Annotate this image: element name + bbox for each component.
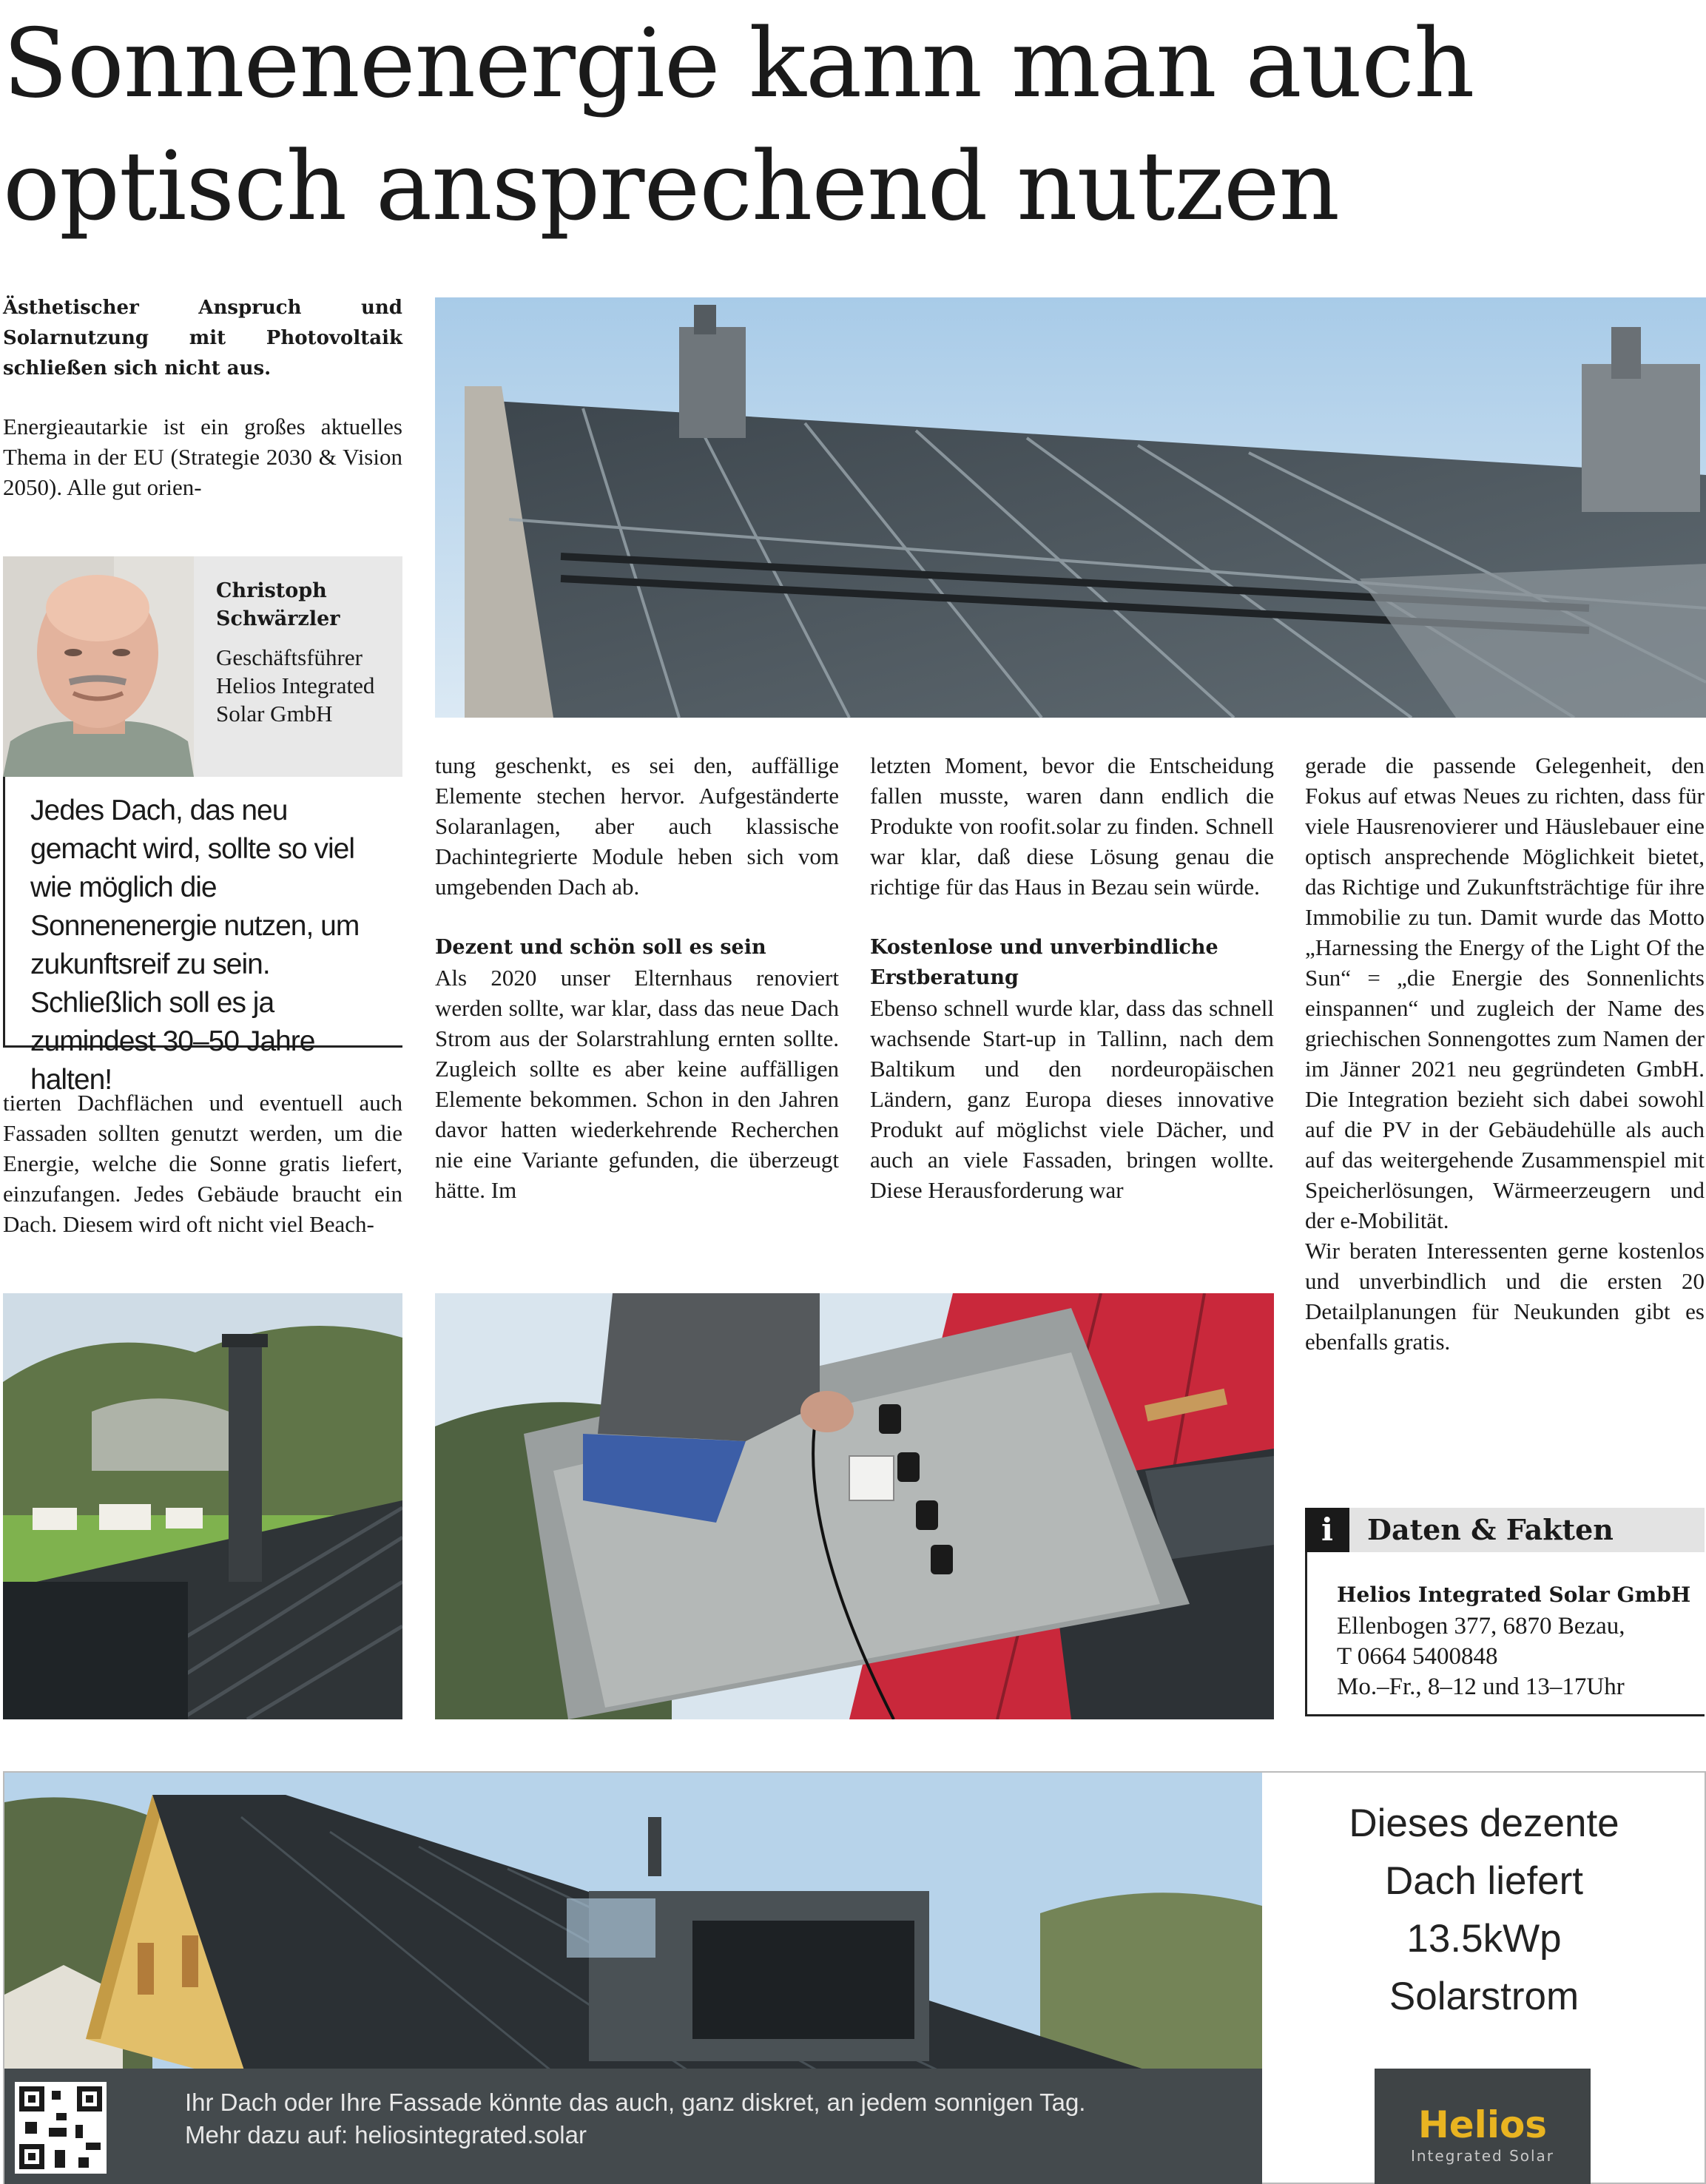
headline [3,3,1690,249]
col3-paragraph-2: Ebenso schnell wurde klar, dass das schnell wachsende Start-up in Tallinn, nach dem Baltikum und den nordeuropäischen Ländern, ganz Europa dieses innovative Produkt auf möglichst viele Dächer, und auch an viele Fassaden, bringen wollte. Diese Herausforderung war [870,995,1274,1203]
photo-roof-mountains-image [3,1293,402,1719]
headline-line-1: Sonnenenergie kann man auch [3,9,1474,119]
author-role: Geschäftsführer Helios Integrated Solar GmbH [216,644,375,727]
facts-address: Ellenbogen 377, 6870 Bezau, [1337,1613,1625,1639]
facts-hours: Mo.–Fr., 8–12 und 13–17Uhr [1337,1674,1625,1700]
facts-header [1305,1508,1705,1552]
photo-solar-roof-top-image [435,297,1706,718]
subhead-dezent: Dezent und schön soll es sein [435,936,766,959]
facts-title: Daten & Fakten [1367,1513,1614,1546]
column-2 [435,750,839,1205]
column-4 [1305,750,1705,1357]
author-box [3,556,402,777]
logo-subtitle: Integrated Solar [1410,2147,1555,2165]
photo-panel-installation [435,1293,1274,1719]
author-name: Christoph Schwärzler [216,579,340,630]
advertisement [3,1771,1706,2184]
headline-line-2: optisch ansprechend nutzen [3,132,1340,242]
photo-panel-installation-image [435,1293,1274,1719]
facts-box [1305,1552,1705,1716]
author-info [216,577,394,728]
col2-paragraph-1: tung geschenkt, es sei den, auffällige Elemente stechen hervor. Aufgeständerte Solaranlagen, aber auch klassische Dachintegrierte Module heben sich vom umgebenden Dach ab. [435,752,839,900]
pull-quote [3,777,402,1096]
ad-bar-line-2: Mehr dazu auf: heliosintegrated.solar [185,2121,587,2148]
ad-caption-line-2: Dach liefert [1384,1859,1584,1903]
facts-phone: T 0664 5400848 [1337,1643,1498,1670]
photo-roof-mountains [3,1293,402,1719]
author-portrait [3,556,194,777]
author-portrait-image [3,556,194,777]
column-3 [870,750,1274,1205]
info-icon: i [1305,1508,1349,1552]
logo-name: Helios [1417,2103,1548,2146]
col3-paragraph-1: letzten Moment, bevor die Entscheidung fallen musste, waren dann endlich die Produkte von roofit.solar zu finden. Schnell war klar, daß diese Lösung genau die richtige für das Haus in Bezau sein würde. [870,752,1274,900]
ad-caption [1262,1795,1706,2026]
photo-solar-roof-top [435,297,1706,718]
helios-logo [1375,2069,1591,2184]
ad-bar-line-1: Ihr Dach oder Ihre Fassade könnte das auch, ganz diskret, an jedem sonnigen Tag. [185,2089,1086,2116]
col1-intro-text: Energieautarkie ist ein großes aktuelles Thema in der EU (Strategie 2030 & Vision 2050). Alle gut orien- [3,414,402,500]
subhead-erstberatung: Kostenlose und unverbindliche Erstberatung [870,936,1218,989]
article-lead: Ästhetischer Anspruch und Solarnutzung mit Photovoltaik schließen sich nicht aus. [3,297,402,380]
col4-paragraph-1: gerade die passende Gelegenheit, den Fokus auf etwas Neues zu richten, dass für viele Hausrenovierer und Häuslebauer eine optisch ansprechende Möglichkeit bietet, das Richtige und Zukunftsträchtige für ihre Immobilie zu tun. Damit wurde das Motto „Harnessing the Energy of the Light Of the Sun“ = „die Energie des Sonnenlichts einspannen“ und zugleich der Name des griechischen Sonnengottes zum Namen der im Jänner 2021 neu gegründeten GmbH. Die Integration bezieht sich dabei sowohl auf die PV in der Gebäudehülle als auch auf das weitergehende Zusammenspiel mit Speicherlösungen, Wärmeerzeugern und der e-Mobilität. [1305,752,1705,1233]
pull-quote-text: Jedes Dach, das neu gemacht wird, sollte so viel wie möglich die Sonnenenergie nutzen, um zukunftsreif zu sein. Schließlich soll es ja zumindest 30–50 Jahre halten! [30,795,360,1096]
col2-paragraph-2: Als 2020 unser Elternhaus renoviert werden sollte, war klar, dass das neue Dach Strom aus der Solarstrahlung ernten sollte. Zugleich sollte es aber keine auffälligen Elemente bekommen. Schon in den Jahren davor hatten wiederkehrende Recherchen nie eine Variante gefunden, die überzeugt hätte. Im [435,965,839,1203]
ad-caption-line-1: Dieses dezente [1349,1802,1619,1845]
facts-company: Helios Integrated Solar GmbH [1337,1583,1691,1607]
ad-caption-line-3: 13.5kWp [1406,1917,1562,1961]
col1-continued-text: tierten Dachflächen und eventuell auch Fassaden sollten genutzt werden, um die Energie, welche die Sonne gratis liefert, einzufangen. Jedes Gebäude braucht ein Dach. Diesem wird oft nicht viel Beach- [3,1090,402,1237]
ad-caption-line-4: Solarstrom [1389,1975,1579,2018]
ad-bar-text [185,2086,1250,2151]
col4-paragraph-2: Wir beraten Interessenten gerne kostenlos und unverbindlich und die ersten 20 Detailplanungen für Neukunden gibt es ebenfalls gratis. [1305,1238,1705,1355]
